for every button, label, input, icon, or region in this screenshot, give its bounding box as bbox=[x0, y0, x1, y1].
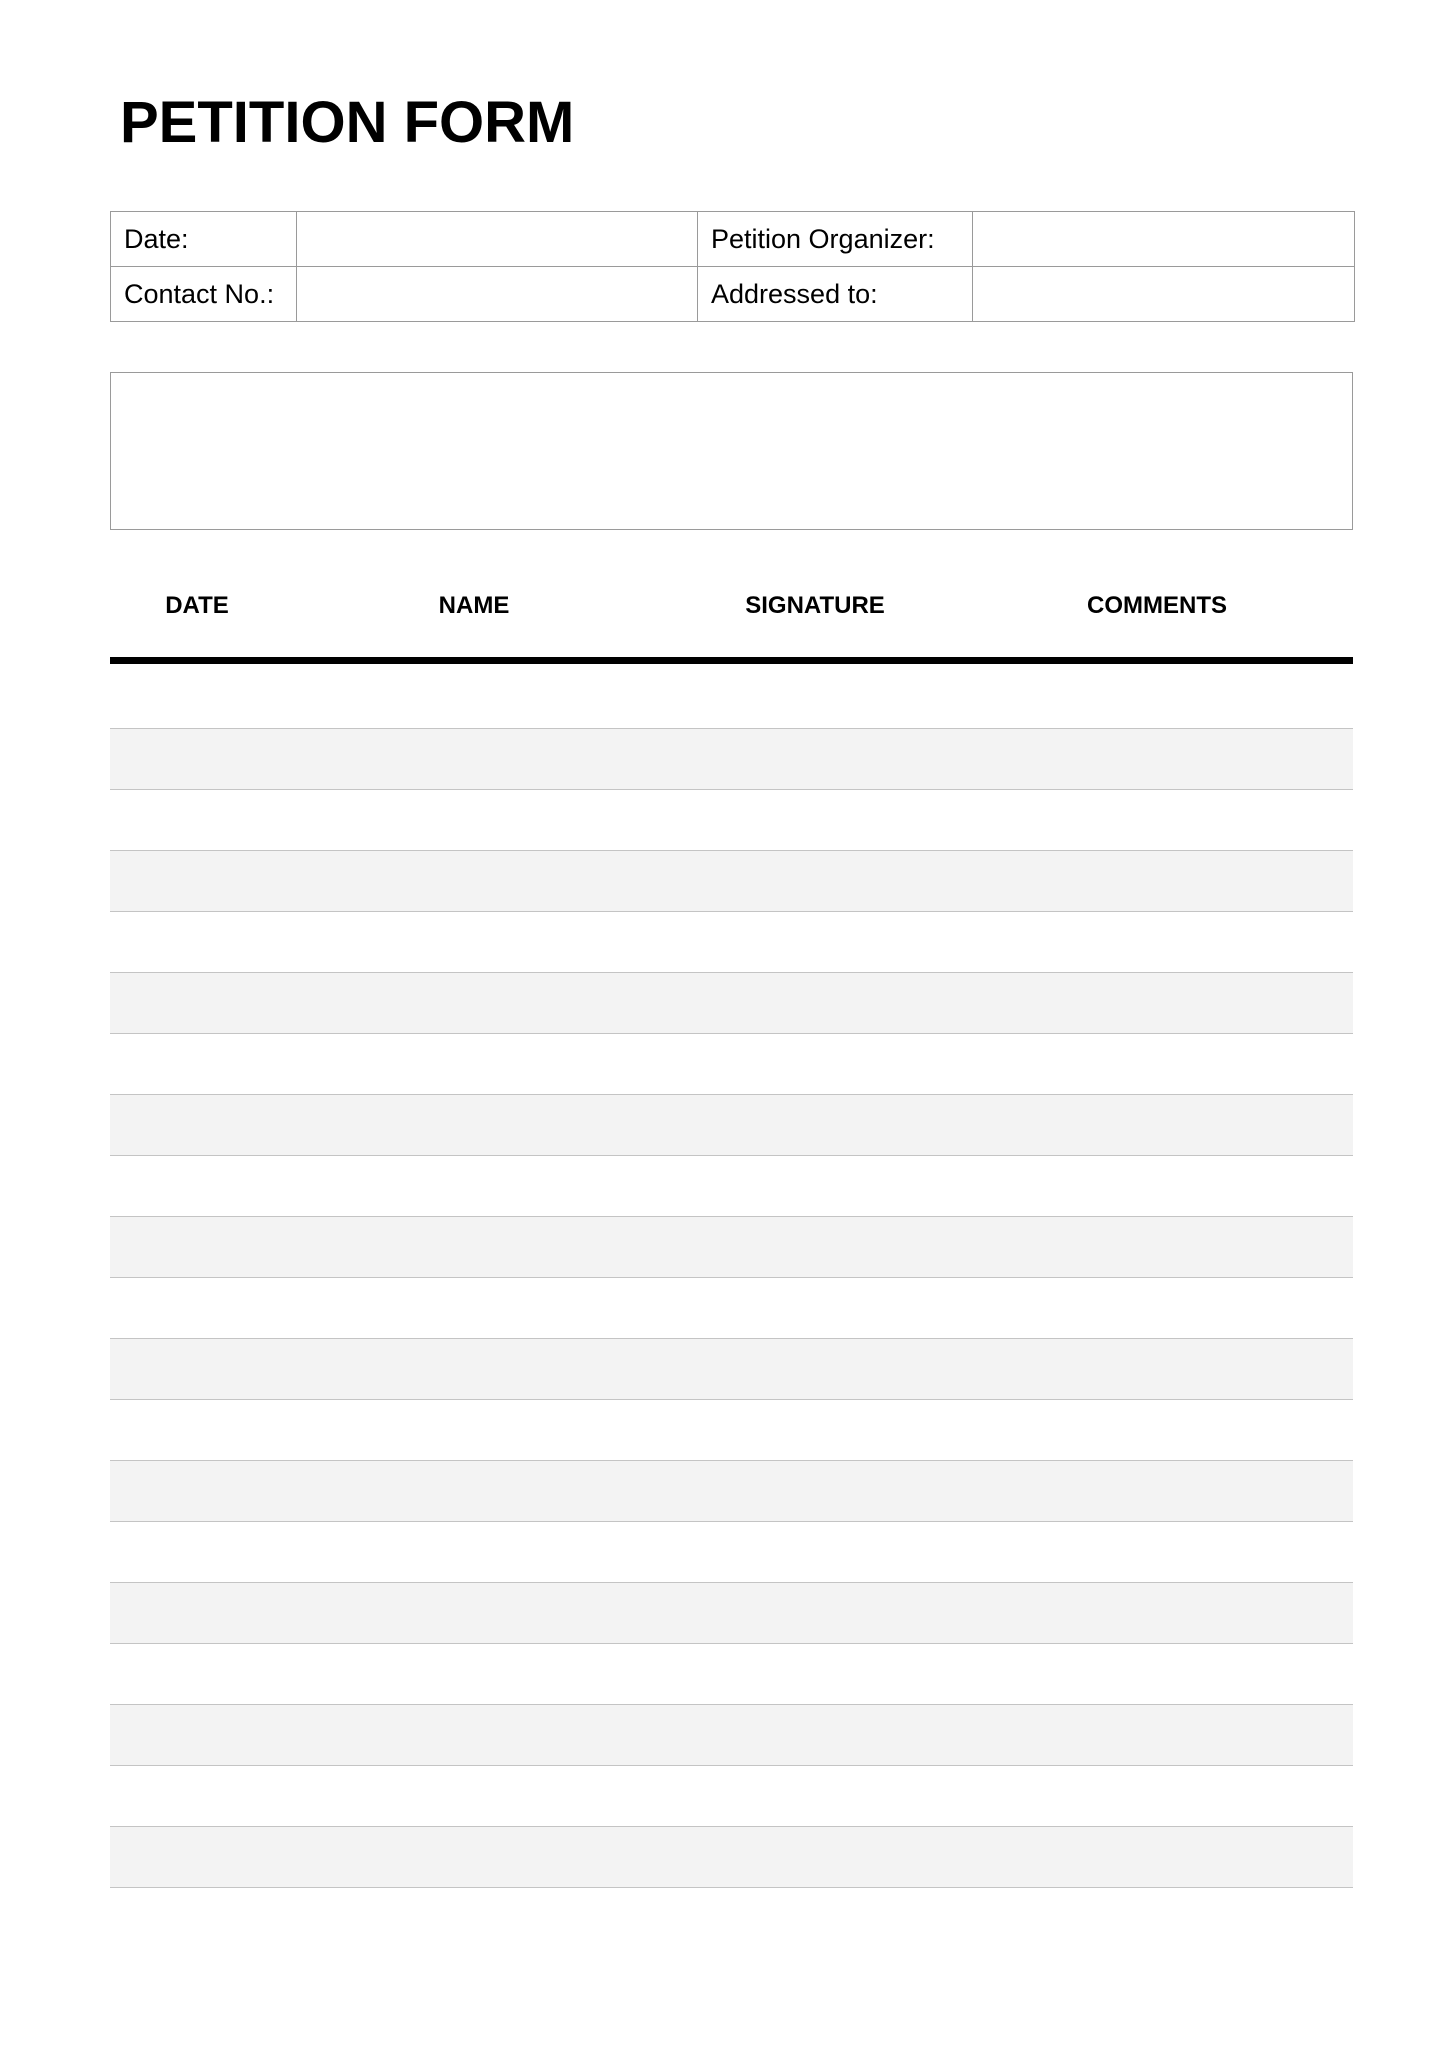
table-row[interactable] bbox=[110, 1827, 1353, 1888]
table-row[interactable] bbox=[110, 1339, 1353, 1400]
table-row[interactable] bbox=[110, 1522, 1353, 1583]
petition-info-table bbox=[110, 211, 1355, 322]
table-row[interactable] bbox=[110, 851, 1353, 912]
table-row[interactable] bbox=[110, 1461, 1353, 1522]
page-title: PETITION FORM bbox=[120, 90, 575, 155]
table-row[interactable] bbox=[110, 1705, 1353, 1766]
table-row[interactable] bbox=[110, 912, 1353, 973]
organizer-label: Petition Organizer: bbox=[698, 212, 973, 267]
addressed-field[interactable] bbox=[973, 267, 1354, 321]
petition-statement-box bbox=[110, 372, 1353, 530]
petition-statement-field[interactable] bbox=[111, 373, 1352, 529]
signature-rows bbox=[110, 668, 1353, 1888]
table-row[interactable] bbox=[110, 1644, 1353, 1705]
contact-field[interactable] bbox=[297, 267, 697, 321]
column-header-signature: SIGNATURE bbox=[745, 592, 885, 619]
table-row[interactable] bbox=[110, 1766, 1353, 1827]
table-row[interactable] bbox=[110, 1217, 1353, 1278]
column-header-name: NAME bbox=[438, 592, 510, 619]
table-row[interactable] bbox=[110, 1400, 1353, 1461]
date-field[interactable] bbox=[297, 212, 697, 266]
table-row[interactable] bbox=[110, 1583, 1353, 1644]
table-row[interactable] bbox=[110, 973, 1353, 1034]
organizer-cell bbox=[973, 212, 1355, 267]
date-label: Date: bbox=[111, 212, 297, 267]
table-row[interactable] bbox=[110, 729, 1353, 790]
table-row[interactable] bbox=[110, 790, 1353, 851]
signature-table-header bbox=[110, 580, 1353, 664]
contact-label: Contact No.: bbox=[111, 267, 297, 322]
info-row-2 bbox=[111, 267, 1355, 322]
organizer-field[interactable] bbox=[973, 212, 1354, 266]
info-row-1 bbox=[111, 212, 1355, 267]
addressed-cell bbox=[973, 267, 1355, 322]
date-cell bbox=[297, 212, 698, 267]
column-header-date: DATE bbox=[165, 592, 229, 619]
table-row[interactable] bbox=[110, 1095, 1353, 1156]
addressed-label: Addressed to: bbox=[698, 267, 973, 322]
column-header-comments: COMMENTS bbox=[1087, 592, 1227, 619]
table-row[interactable] bbox=[110, 1278, 1353, 1339]
table-row[interactable] bbox=[110, 1156, 1353, 1217]
table-row[interactable] bbox=[110, 1034, 1353, 1095]
table-row[interactable] bbox=[110, 668, 1353, 729]
contact-cell bbox=[297, 267, 698, 322]
